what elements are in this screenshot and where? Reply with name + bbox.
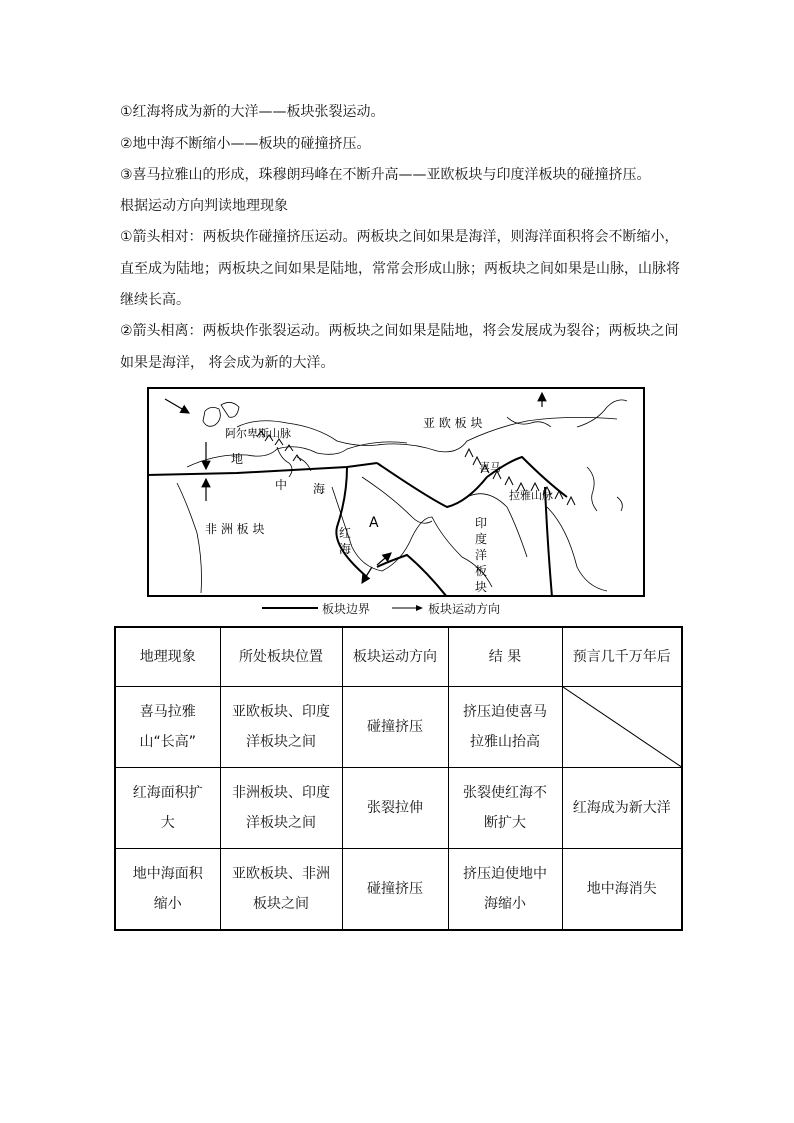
table-header-row: [115, 627, 682, 687]
header-prediction: 预言几千万年后: [562, 627, 682, 687]
label-alps: 阿尔卑斯山脉: [225, 427, 291, 440]
label-indian-4: 板: [475, 564, 488, 578]
label-indian-3: 洋: [475, 548, 488, 562]
boundary-line-icon: [262, 604, 318, 612]
table-row: [115, 687, 682, 768]
plate-map: [147, 387, 645, 597]
label-med-hai: 海: [313, 482, 326, 496]
label-med-di: 地: [231, 452, 244, 466]
table-row: [115, 849, 682, 931]
text-line-2: ②地中海不断缩小——板块的碰撞挤压。: [120, 136, 371, 152]
text-line-3: ③喜马拉雅山的形成，珠穆朗玛峰在不断升高——亚欧板块与印度洋板块的碰撞挤压。: [120, 167, 651, 183]
label-indian-1: 印: [475, 516, 488, 530]
cell: 张裂使红海不断扩大: [448, 768, 562, 849]
para2-line-1: ②箭头相离：两板块作张裂运动。两板块之间如果是陆地，将会发展成为裂谷；两板块之间: [120, 323, 679, 339]
para2-line-2: 如果是海洋， 将会成为新的大洋。: [120, 354, 335, 371]
label-indian-2: 度: [475, 532, 488, 546]
cell: 地中海消失: [562, 849, 682, 931]
label-red: 红: [339, 526, 352, 540]
header-phenomenon: 地理现象: [115, 627, 220, 687]
para1-line-1: ①箭头相对：两板块作碰撞挤压运动。两板块之间如果是海洋，则海洋面积将会不断缩小，: [120, 229, 679, 245]
legend-boundary-label: 板块边界: [322, 601, 371, 616]
cell: 挤压迫使地中海缩小: [448, 849, 562, 931]
header-direction: 板块运动方向: [342, 627, 448, 687]
label-himalaya-1: 喜马: [479, 461, 501, 474]
table-row: [115, 768, 682, 849]
label-africa: 非 洲 板 块: [205, 522, 265, 536]
cell: 非洲板块、印度洋板块之间: [220, 768, 342, 849]
cell: 红海成为新大洋: [562, 768, 682, 849]
header-position: 所处板块位置: [220, 627, 342, 687]
label-sea: 海: [339, 542, 352, 556]
label-med-zhong: 中: [275, 478, 288, 492]
cell: 喜马拉雅山“长高”: [115, 687, 220, 768]
text-line-4: 根据运动方向判读地理现象: [120, 198, 288, 214]
cell: 碰撞挤压: [342, 849, 448, 931]
direction-arrow-icon: [392, 604, 424, 612]
cell: 红海面积扩大: [115, 768, 220, 849]
diagonal-line-icon: [563, 687, 682, 767]
map-legend: [262, 599, 522, 617]
cell: 碰撞挤压: [342, 687, 448, 768]
label-eurasia: 亚 欧 板 块: [423, 416, 483, 430]
paragraph-diverge: [120, 316, 680, 379]
header-result: 结 果: [448, 627, 562, 687]
legend-direction: [392, 600, 500, 617]
cell-diagonal: [562, 687, 682, 768]
plate-phenomena-table: [114, 626, 683, 931]
map-frame: [148, 388, 644, 596]
para1-line-3: 继续长高。: [120, 292, 190, 308]
legend-boundary: [262, 600, 370, 617]
cell: 挤压迫使喜马拉雅山抬高: [448, 687, 562, 768]
paragraph-converge: [120, 222, 680, 317]
text-line-1: ①红海将成为新的大洋——板块张裂运动。: [120, 104, 385, 120]
cell: 亚欧板块、非洲板块之间: [220, 849, 342, 931]
cell: 地中海面积缩小: [115, 849, 220, 931]
label-indian-5: 块: [475, 580, 488, 594]
para1-line-2: 直至成为陆地；两板块之间如果是陆地，常常会形成山脉；两板块之间如果是山脉，山脉将: [120, 260, 680, 277]
cell: 亚欧板块、印度洋板块之间: [220, 687, 342, 768]
label-himalaya-2: 拉雅山脉: [509, 489, 553, 502]
cell: 张裂拉伸: [342, 768, 448, 849]
label-region-a: A: [369, 515, 379, 531]
legend-direction-label: 板块运动方向: [428, 601, 501, 616]
